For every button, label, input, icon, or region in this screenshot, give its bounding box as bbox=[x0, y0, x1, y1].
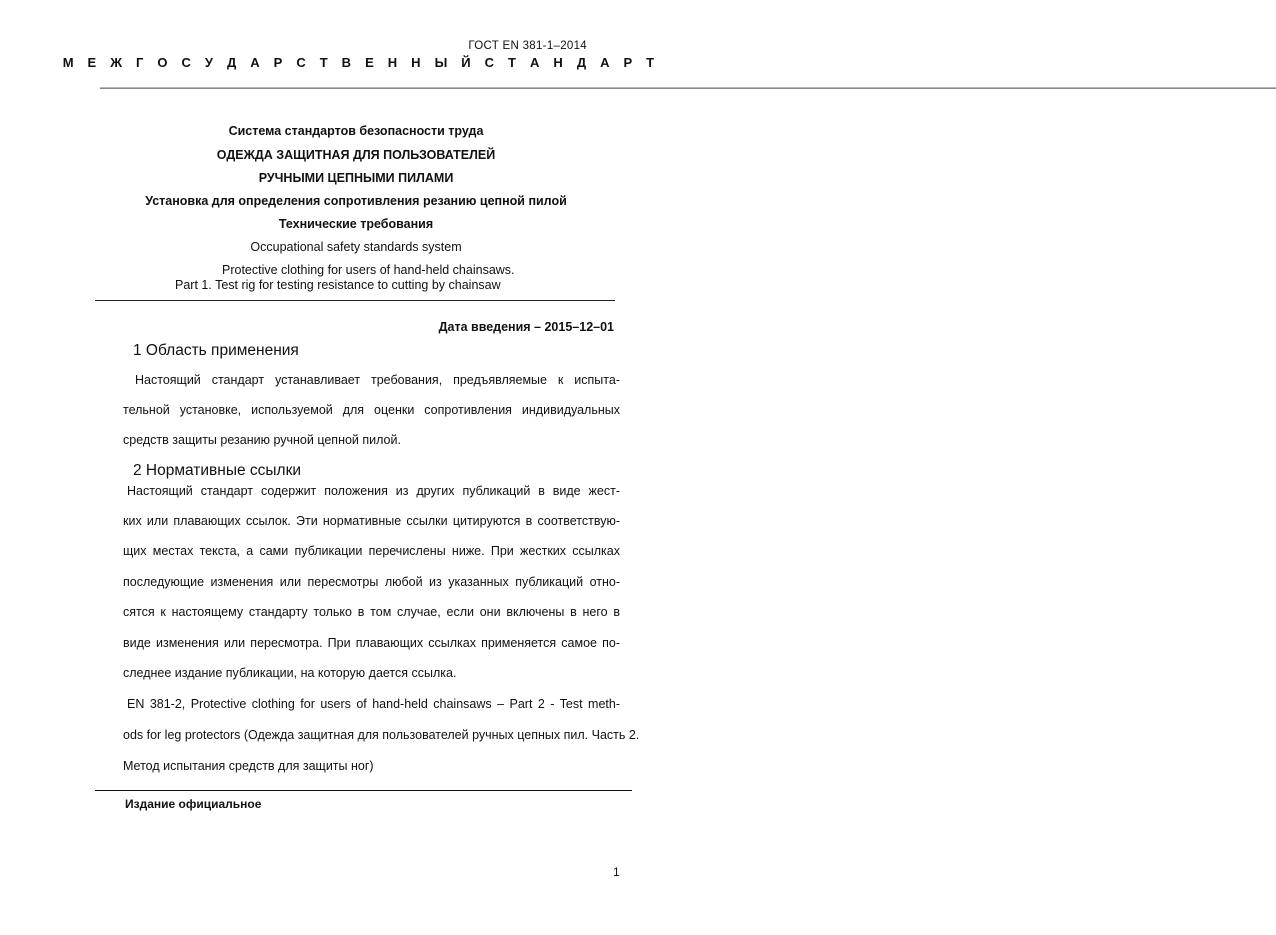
document-subtitle: Установка для определения сопротивления резанию цепной пилой bbox=[145, 194, 567, 208]
section-2-line: щих местах текста, а сами публикации перечислены ниже. При жестких ссылках bbox=[123, 544, 620, 558]
section-2-line: последующие изменения или пересмотры любой из указанных публикаций отно- bbox=[123, 575, 620, 589]
section-1-line: Настоящий стандарт устанавливает требования, предъявляемые к испыта- bbox=[135, 373, 620, 387]
section-2-line: ких или плавающих ссылок. Эти нормативные ссылки цитируются в соответствую- bbox=[123, 514, 620, 528]
normative-reference-line: EN 381-2, Protective clothing for users of hand-held chainsaws – Part 2 - Test meth- bbox=[127, 697, 620, 711]
document-title-line-1: ОДЕЖДА ЗАЩИТНАЯ ДЛЯ ПОЛЬЗОВАТЕЛЕЙ bbox=[216, 148, 496, 162]
title-divider bbox=[95, 300, 615, 301]
footer-divider bbox=[95, 790, 632, 791]
standard-type-heading: М Е Ж Г О С У Д А Р С Т В Е Н Н Ы Й С Т А Н Д А Р Т bbox=[62, 55, 660, 70]
gost-code: ГОСТ EN 381-1–2014 bbox=[468, 40, 587, 52]
official-edition-label: Издание официальное bbox=[125, 797, 262, 811]
section-2-line: следнее издание публикации, на которую дается ссылка. bbox=[123, 666, 457, 680]
document-title-line-2: РУЧНЫМИ ЦЕПНЫМИ ПИЛАМИ bbox=[258, 171, 454, 185]
english-part-title: Part 1. Test rig for testing resistance to cutting by chainsaw bbox=[175, 278, 501, 292]
section-1-line: тельной установке, используемой для оценки сопротивления индивидуальных bbox=[123, 403, 620, 417]
normative-reference-line: Метод испытания средств для защиты ног) bbox=[123, 759, 374, 773]
english-system-title: Occupational safety standards system bbox=[250, 240, 462, 254]
technical-requirements-title: Технические требования bbox=[278, 217, 434, 231]
section-1-heading: 1 Область применения bbox=[133, 342, 299, 359]
introduction-date: Дата введения – 2015–12–01 bbox=[438, 320, 614, 334]
system-title: Система стандартов безопасности труда bbox=[228, 124, 484, 138]
section-2-line: Настоящий стандарт содержит положения из других публикаций в виде жест- bbox=[127, 484, 620, 498]
dashed-separator: —————————————————————————————————————————————————————————————————————————————————————————————————— bbox=[100, 80, 1276, 94]
section-2-line: сятся к настоящему стандарту только в том случае, если они включены в него в bbox=[123, 605, 620, 619]
english-document-title: Protective clothing for users of hand-held chainsaws. bbox=[222, 263, 515, 277]
section-2-heading: 2 Нормативные ссылки bbox=[133, 462, 302, 479]
section-1-line: средств защиты резанию ручной цепной пилой. bbox=[123, 433, 401, 447]
section-2-line: виде изменения или пересмотра. При плавающих ссылках применяется самое по- bbox=[123, 636, 620, 650]
page-number: 1 bbox=[613, 865, 620, 879]
normative-reference-line: ods for leg protectors (Одежда защитная для пользователей ручных цепных пил. Часть 2. bbox=[123, 728, 640, 742]
